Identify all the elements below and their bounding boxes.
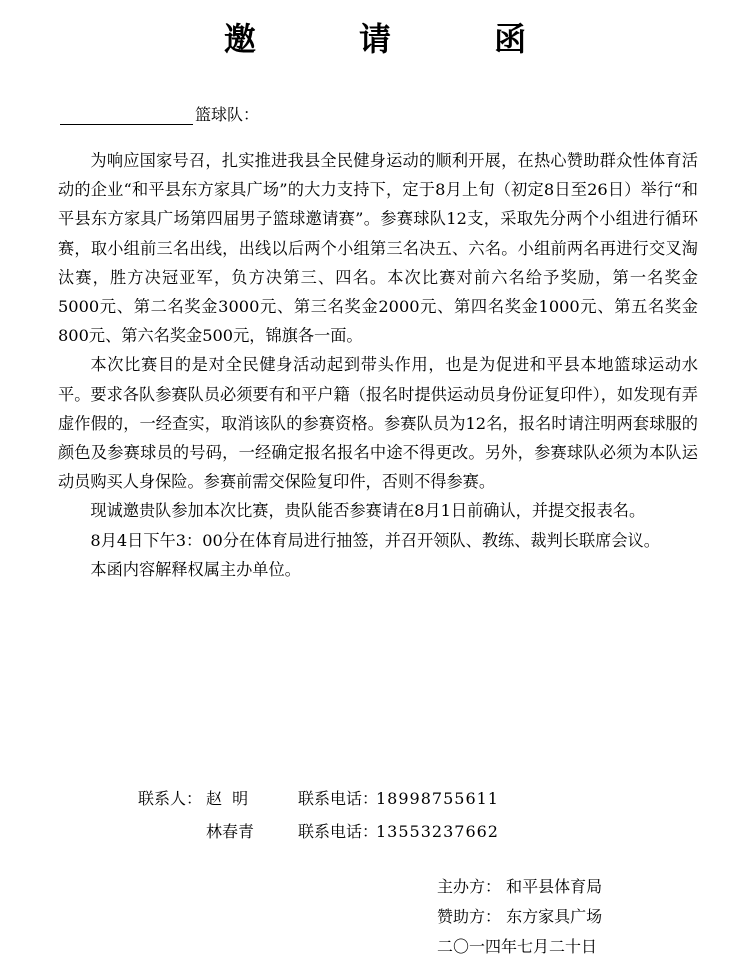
salutation-suffix: 篮球队：	[195, 105, 260, 124]
letter-date: 二〇一四年七月二十日	[437, 937, 598, 956]
paragraph-intro: 为响应国家号召，扎实推进我县全民健身运动的顺利开展，在热心赞助群众性体育活动的企业“和平县东方家具广场”的大力支持下，定于8月上旬（初定8日至26日）举行“和平县东方家具广场第四届男子篮球邀请赛”。参赛球队12支，采取先分两个小组进行循环赛，取小组前三名出线，出线以后两个小组第三名决五、六名。小组前两名再进行交叉淘汰赛，胜方决冠亚军，负方决第三、四名。本次比赛对前六名给予奖励，第一名奖金5000元、第二名奖金3000元、第三名奖金2000元、第四名奖金1000元、第五名奖金800元、第六名奖金500元，锦旗各一面。	[58, 151, 698, 346]
contacts-block	[138, 782, 499, 848]
host-row	[437, 872, 602, 902]
team-name-blank	[60, 106, 193, 125]
paragraph-interpretation: 本函内容解释权属主办单位。	[90, 559, 301, 579]
signature-block	[437, 872, 602, 962]
contact-row	[138, 782, 499, 815]
sponsor-label: 赞助方：	[437, 907, 502, 926]
sponsor-name: 东方家具广场	[506, 907, 603, 926]
sponsor-row	[437, 902, 602, 932]
contact-label: 联系人：	[138, 789, 203, 808]
contact-phone: 18998755611	[376, 789, 499, 808]
phone-label: 联系电话：	[298, 789, 379, 808]
host-name: 和平县体育局	[506, 877, 603, 896]
contact-label-spacer	[138, 815, 206, 848]
phone-label: 联系电话：	[298, 822, 379, 841]
letter-body	[58, 146, 698, 584]
paragraph-requirements: 本次比赛目的是对全民健身活动起到带头作用，也是为促进和平县本地篮球运动水平。要求各队参赛队员必须要有和平户籍（报名时提供运动员身份证复印件），如发现有弄虚作假的，一经查实，取消该队的参赛资格。参赛队员为12名，报名时请注明两套球服的颜色及参赛球员的号码，一经确定报名报名中途不得更改。另外，参赛球队必须为本队运动员购买人身保险。参赛前需交保险复印件，否则不得参赛。	[58, 355, 698, 492]
contact-name: 赵 明	[206, 789, 249, 808]
contact-phone: 13553237662	[376, 822, 499, 841]
contact-row	[138, 815, 499, 848]
paragraph-draw-meeting: 8月4日下午3：00分在体育局进行抽签，并召开领队、教练、裁判长联席会议。	[90, 530, 660, 550]
letter-title: 邀 请 函	[223, 20, 573, 58]
host-label: 主办方：	[437, 877, 502, 896]
contact-name: 林春青	[206, 822, 255, 841]
salutation	[60, 102, 259, 125]
paragraph-invitation: 现诚邀贵队参加本次比赛，贵队能否参赛请在8月1日前确认，并提交报表名。	[90, 501, 646, 521]
